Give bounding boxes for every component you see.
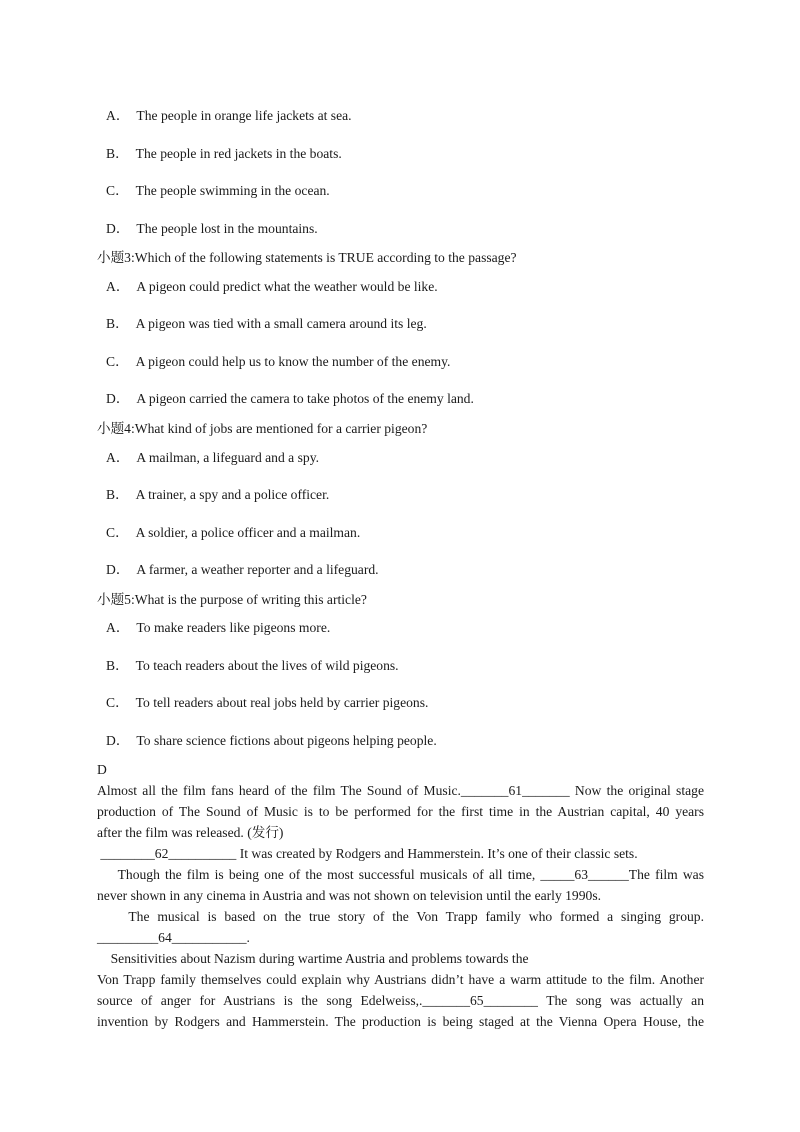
q5-option-a[interactable]: [106, 619, 330, 637]
option-letter: B．: [106, 316, 129, 331]
option-text: A trainer, a spy and a police officer.: [135, 487, 330, 502]
q3-stem: 小题3:Which of the following statements is TRUE according to the passage?: [97, 250, 517, 265]
option-text: A farmer, a weather reporter and a lifeguard.: [136, 562, 379, 577]
passage-line: Sensitivities about Nazism during wartime Austria and problems towards the: [97, 951, 529, 966]
passage-line: Almost all the film fans heard of the film The Sound of Music._______61_______ Now the original stage: [97, 783, 704, 798]
passage-line: The musical is based on the true story of the Von Trapp family who formed a singing group.: [97, 909, 704, 924]
option-text: The people in orange life jackets at sea.: [136, 108, 352, 123]
option-letter: C．: [106, 183, 129, 198]
passage-line: after the film was released. (发行): [97, 825, 284, 840]
q4-stem: 小题4:What kind of jobs are mentioned for a carrier pigeon?: [97, 421, 428, 436]
q2-option-d[interactable]: [106, 220, 318, 238]
option-text: To share science fictions about pigeons helping people.: [136, 733, 437, 748]
passage-line: ________62__________ It was created by Rodgers and Hammerstein. It’s one of their classic sets.: [97, 846, 638, 861]
q4-option-b[interactable]: [106, 486, 329, 504]
option-letter: C．: [106, 695, 129, 710]
option-text: A pigeon could help us to know the number of the enemy.: [135, 354, 451, 369]
q2-option-c[interactable]: [106, 182, 330, 200]
option-letter: B．: [106, 487, 129, 502]
q3-option-b[interactable]: [106, 315, 427, 333]
option-letter: C．: [106, 525, 129, 540]
q4-option-d[interactable]: [106, 561, 379, 579]
option-text: The people swimming in the ocean.: [135, 183, 330, 198]
option-text: A pigeon could predict what the weather would be like.: [136, 279, 438, 294]
passage-line: source of anger for Austrians is the song Edelweiss,._______65________ The song was actually an: [97, 993, 704, 1008]
option-text: A pigeon was tied with a small camera around its leg.: [135, 316, 427, 331]
q3-option-c[interactable]: [106, 353, 450, 371]
option-text: A soldier, a police officer and a mailman.: [135, 525, 361, 540]
option-letter: A．: [106, 450, 130, 465]
q3-option-a[interactable]: [106, 278, 438, 296]
option-letter: B．: [106, 658, 129, 673]
q5-stem: 小题5:What is the purpose of writing this article?: [97, 592, 367, 607]
option-letter: C．: [106, 354, 129, 369]
section-heading: D: [97, 762, 107, 777]
q5-option-c[interactable]: [106, 694, 428, 712]
q5-option-b[interactable]: [106, 657, 399, 675]
option-letter: B．: [106, 146, 129, 161]
option-text: To make readers like pigeons more.: [136, 620, 331, 635]
option-text: The people in red jackets in the boats.: [135, 146, 342, 161]
option-letter: D．: [106, 733, 130, 748]
option-text: The people lost in the mountains.: [136, 221, 318, 236]
q4-option-c[interactable]: [106, 524, 360, 542]
q2-option-a[interactable]: [106, 107, 352, 125]
passage-line: never shown in any cinema in Austria and was not shown on television until the early 1990s.: [97, 888, 602, 903]
option-text: To teach readers about the lives of wild pigeons.: [135, 658, 399, 673]
q2-option-b[interactable]: [106, 145, 342, 163]
passage-line: production of The Sound of Music is to be performed for the first time in the Austrian capital, 40 years: [97, 804, 704, 819]
option-text: To tell readers about real jobs held by carrier pigeons.: [135, 695, 429, 710]
passage-line: Though the film is being one of the most successful musicals of all time, _____63______The film was: [97, 867, 705, 882]
option-letter: D．: [106, 391, 130, 406]
passage-line: invention by Rodgers and Hammerstein. The production is being staged at the Vienna Opera House, the: [97, 1014, 704, 1029]
option-text: A pigeon carried the camera to take photos of the enemy land.: [136, 391, 474, 406]
passage-line: Von Trapp family themselves could explain why Austrians didn’t have a warm attitude to the film. Another: [97, 972, 704, 987]
option-text: A mailman, a lifeguard and a spy.: [136, 450, 320, 465]
option-letter: D．: [106, 562, 130, 577]
q5-option-d[interactable]: [106, 732, 437, 750]
option-letter: D．: [106, 221, 130, 236]
option-letter: A．: [106, 620, 130, 635]
passage-line: _________64___________.: [97, 930, 250, 945]
option-letter: A．: [106, 108, 130, 123]
option-letter: A．: [106, 279, 130, 294]
q3-option-d[interactable]: [106, 390, 474, 408]
q4-option-a[interactable]: [106, 449, 319, 467]
